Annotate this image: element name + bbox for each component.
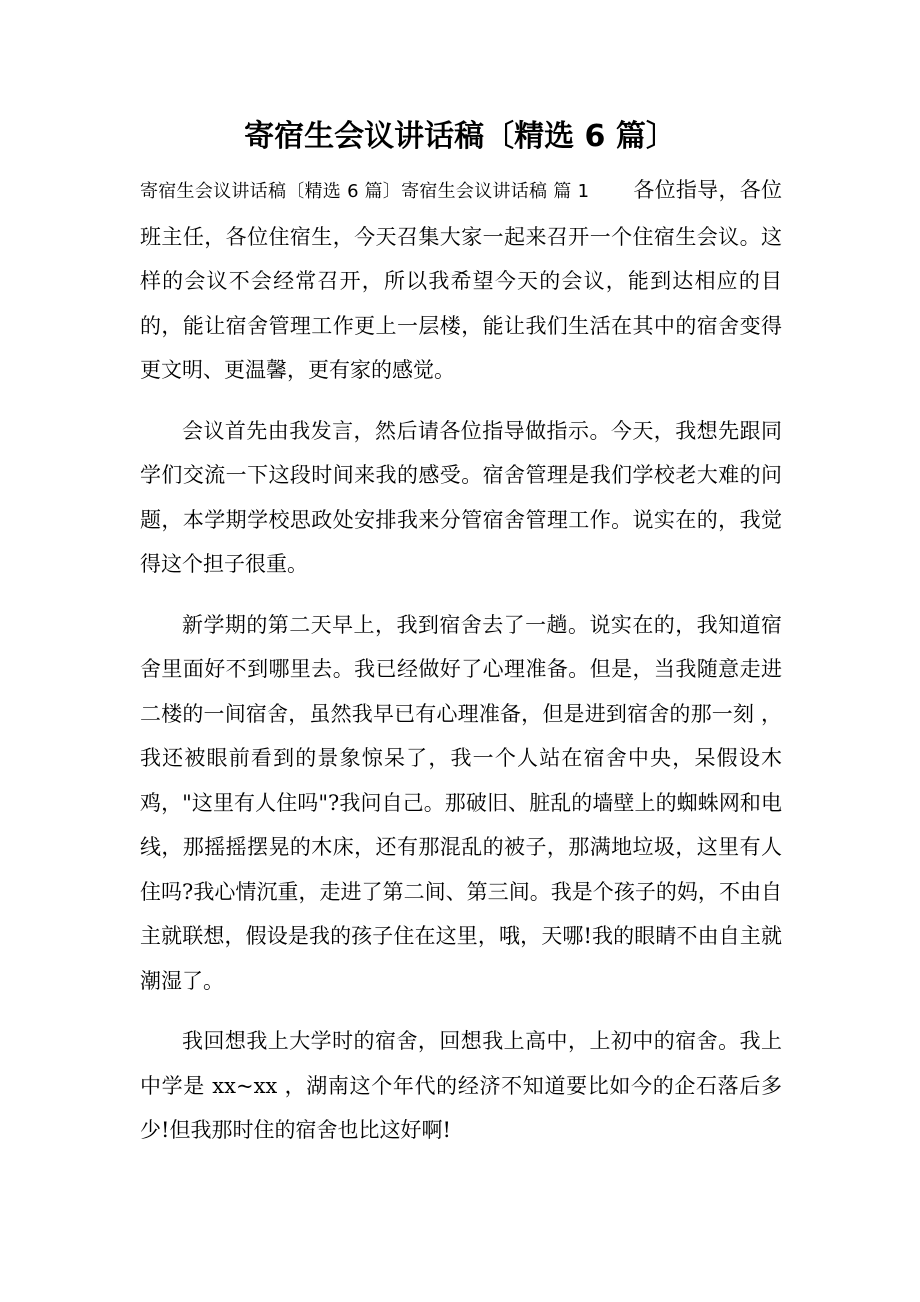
document-title: 寄宿生会议讲话稿〔精选 6 篇〕 [244, 119, 676, 154]
paragraph-1 [140, 168, 782, 393]
document-body [140, 168, 782, 1169]
paragraph-1-text: 各位指导，各位班主任，各位住宿生，今天召集大家一起来召开一个住宿生会议。这样的会议不会经常召开，所以我希望今天的会议，能到达相应的目的，能让宿舍管理工作更上一层楼，能让我们生活在其中的宿舍变得更文明、更温馨，更有家的感觉。 [140, 178, 782, 382]
paragraph-3: 新学期的第二天早上，我到宿舍去了一趟。说实在的，我知道宿舍里面好不到哪里去。我已经做好了心理准备。但是，当我随意走进二楼的一间宿舍，虽然我早已有心理准备，但是进到宿舍的那一刻 ，我还被眼前看到的景象惊呆了，我一个人站在宿舍中央，呆假设木鸡，"这里有人住吗"?我问自己。那破旧、脏乱的墙壁上的蜘蛛网和电线，那摇摇摆晃的木床，还有那混乱的被子，那满地垃圾，这里有人住吗?我心情沉重，走进了第二间、第三间。我是个孩子的妈，不由自主就联想，假设是我的孩子住在这里，哦，天哪!我的眼睛不由自主就潮湿了。 [140, 612, 782, 993]
paragraph-4: 我回想我上大学时的宿舍，回想我上高中，上初中的宿舍。我上中学是 xx~xx ，湖南这个年代的经济不知道要比如今的企石落后多少!但我那时住的宿舍也比这好啊! [140, 1029, 782, 1142]
paragraph-2: 会议首先由我发言，然后请各位指导做指示。今天，我想先跟同学们交流一下这段时间来我的感受。宿舍管理是我们学校老大难的问题，本学期学校思政处安排我来分管宿舍管理工作。说实在的，我觉得这个担子很重。 [140, 418, 782, 576]
intro-prefix: 寄宿生会议讲话稿〔精选 6 篇〕寄宿生会议讲话稿 篇 1 [140, 181, 590, 202]
